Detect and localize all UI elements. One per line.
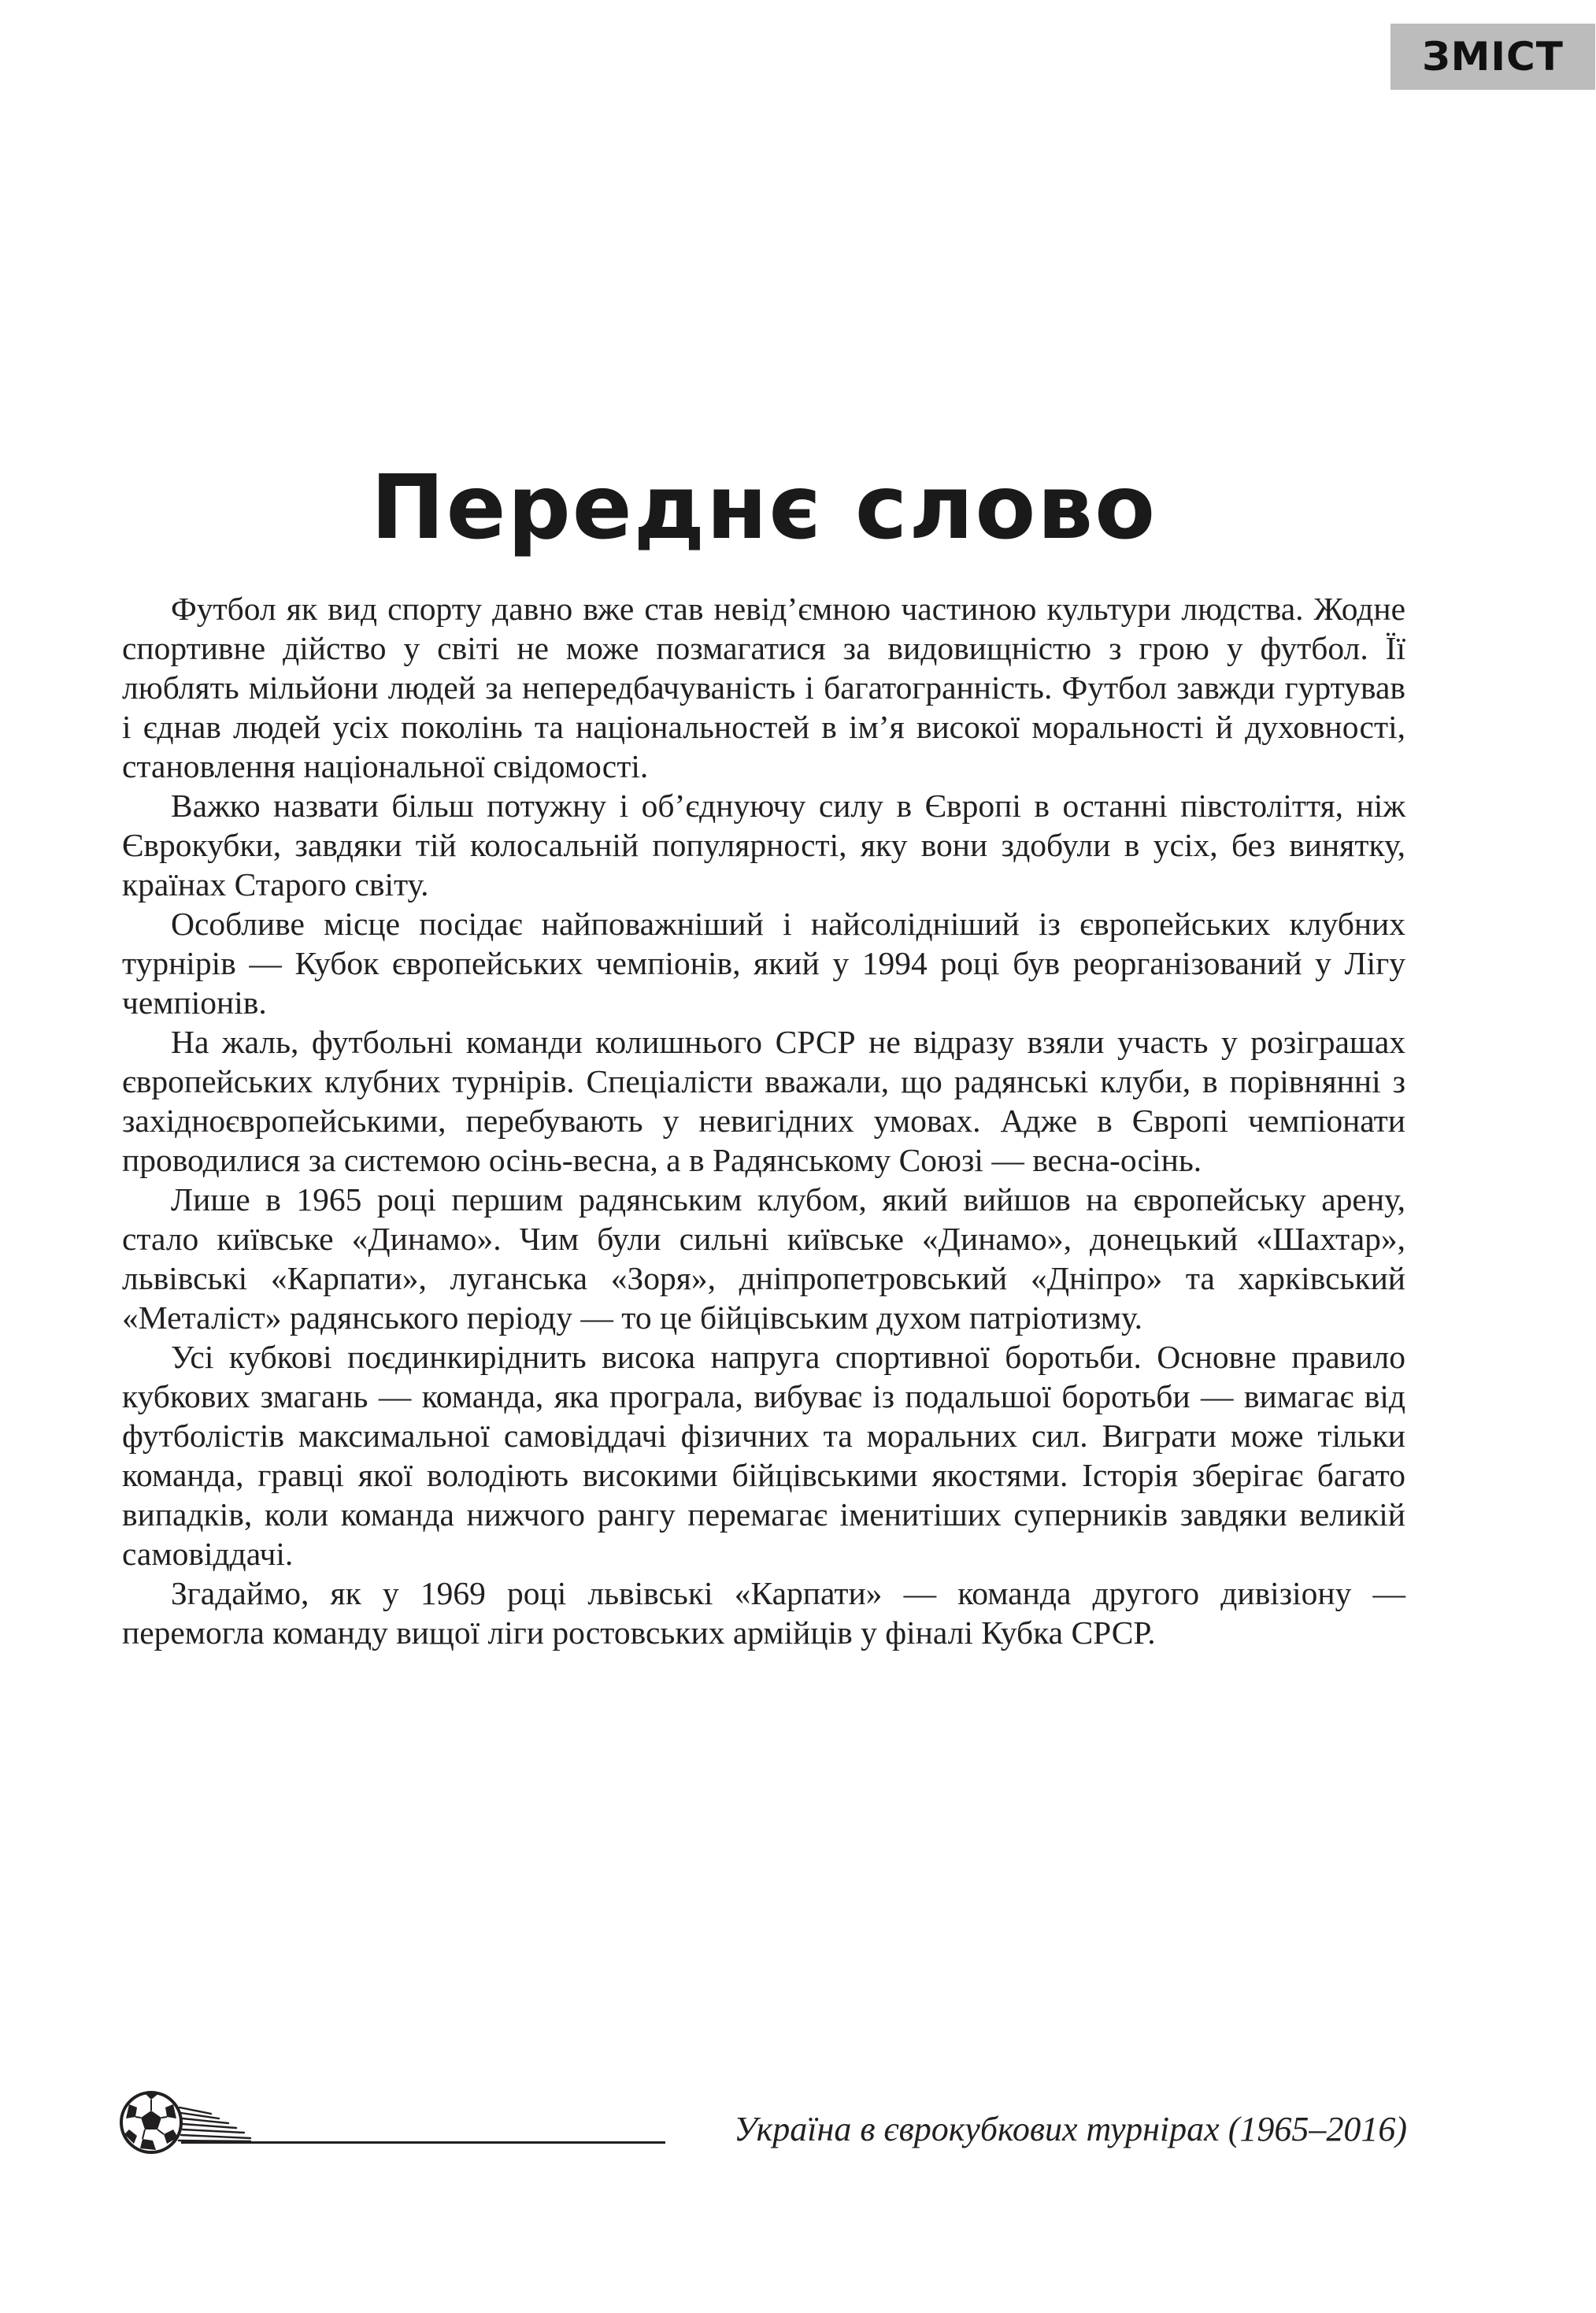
paragraph: На жаль, футбольні команди колишнього СРСР не відразу взяли участь у розіграшах європейських клубних турнірів. Спеціалісти вважали, що радянські клуби, в порівнянні з західноєвропейськими, перебувають у невигідних умовах. Адже в Європі чемпіонати проводилися за системою осінь-весна, а в Радянському Союзі — весна-осінь. (122, 1024, 1405, 1178)
preface-body (122, 589, 1405, 1652)
toc-button-label: ЗМІСТ (1422, 34, 1564, 80)
soccer-ball-icon (118, 2090, 252, 2155)
footer-rule (181, 2141, 665, 2144)
footer-book-title: Україна в єврокубкових турнірах (1965–2016) (734, 2110, 1407, 2148)
toc-button[interactable] (1390, 24, 1595, 90)
paragraph: Футбол як вид спорту давно вже став невід’ємною частиною культури людства. Жодне спортивне дійство у світі не може позмагатися за видовищністю з грою у футбол. Її люблять мільйони людей за непередбачуваність і багатогранність. Футбол завжди гуртував і єднав людей усіх поколінь та національностей в ім’я високої моральності й духовності, становлення національної свідомості. (122, 591, 1405, 784)
paragraph: Усі кубкові поєдинкиріднить висока напруга спортивної боротьби. Основне правило кубкових змагань — команда, яка програла, вибуває із подальшої боротьби — вимагає від футболістів максимальної самовіддачі фізичних та моральних сил. Виграти може тільки команда, гравці якої володіють високими бійцівськими якостями. Історія зберігає багато випадків, коли команда нижчого рангу перемагає іменитіших суперників завдяки великій самовіддачі. (122, 1339, 1405, 1572)
paragraph: Важко назвати більш потужну і об’єднуючу силу в Європі в останні півстоліття, ніж Єврокубки, завдяки тій колосальній популярності, яку вони здобули в усіх, без винятку, країнах Старого світу. (122, 788, 1405, 903)
paragraph: Згадаймо, як у 1969 році львівські «Карпати» — команда другого дивізіону — перемогла команду вищої ліги ростовських армійців у фіналі Кубка СРСР. (122, 1575, 1405, 1651)
paragraph: Лише в 1965 році першим радянським клубом, який вийшов на європейську арену, стало київське «Динамо». Чим були сильні київське «Динамо», донецький «Шахтар», львівські «Карпати», луганська «Зоря», дніпропетровський «Дніпро» та харківський «Металіст» радянського періоду — то це бійцівським духом патріотизму. (122, 1181, 1405, 1336)
page-title: Переднє слово (370, 457, 1157, 559)
paragraph: Особливе місце посідає найповажніший і найсолідніший із європейських клубних турнірів — Кубок європейських чемпіонів, який у 1994 році був реорганізований у Лігу чемпіонів. (122, 906, 1405, 1021)
